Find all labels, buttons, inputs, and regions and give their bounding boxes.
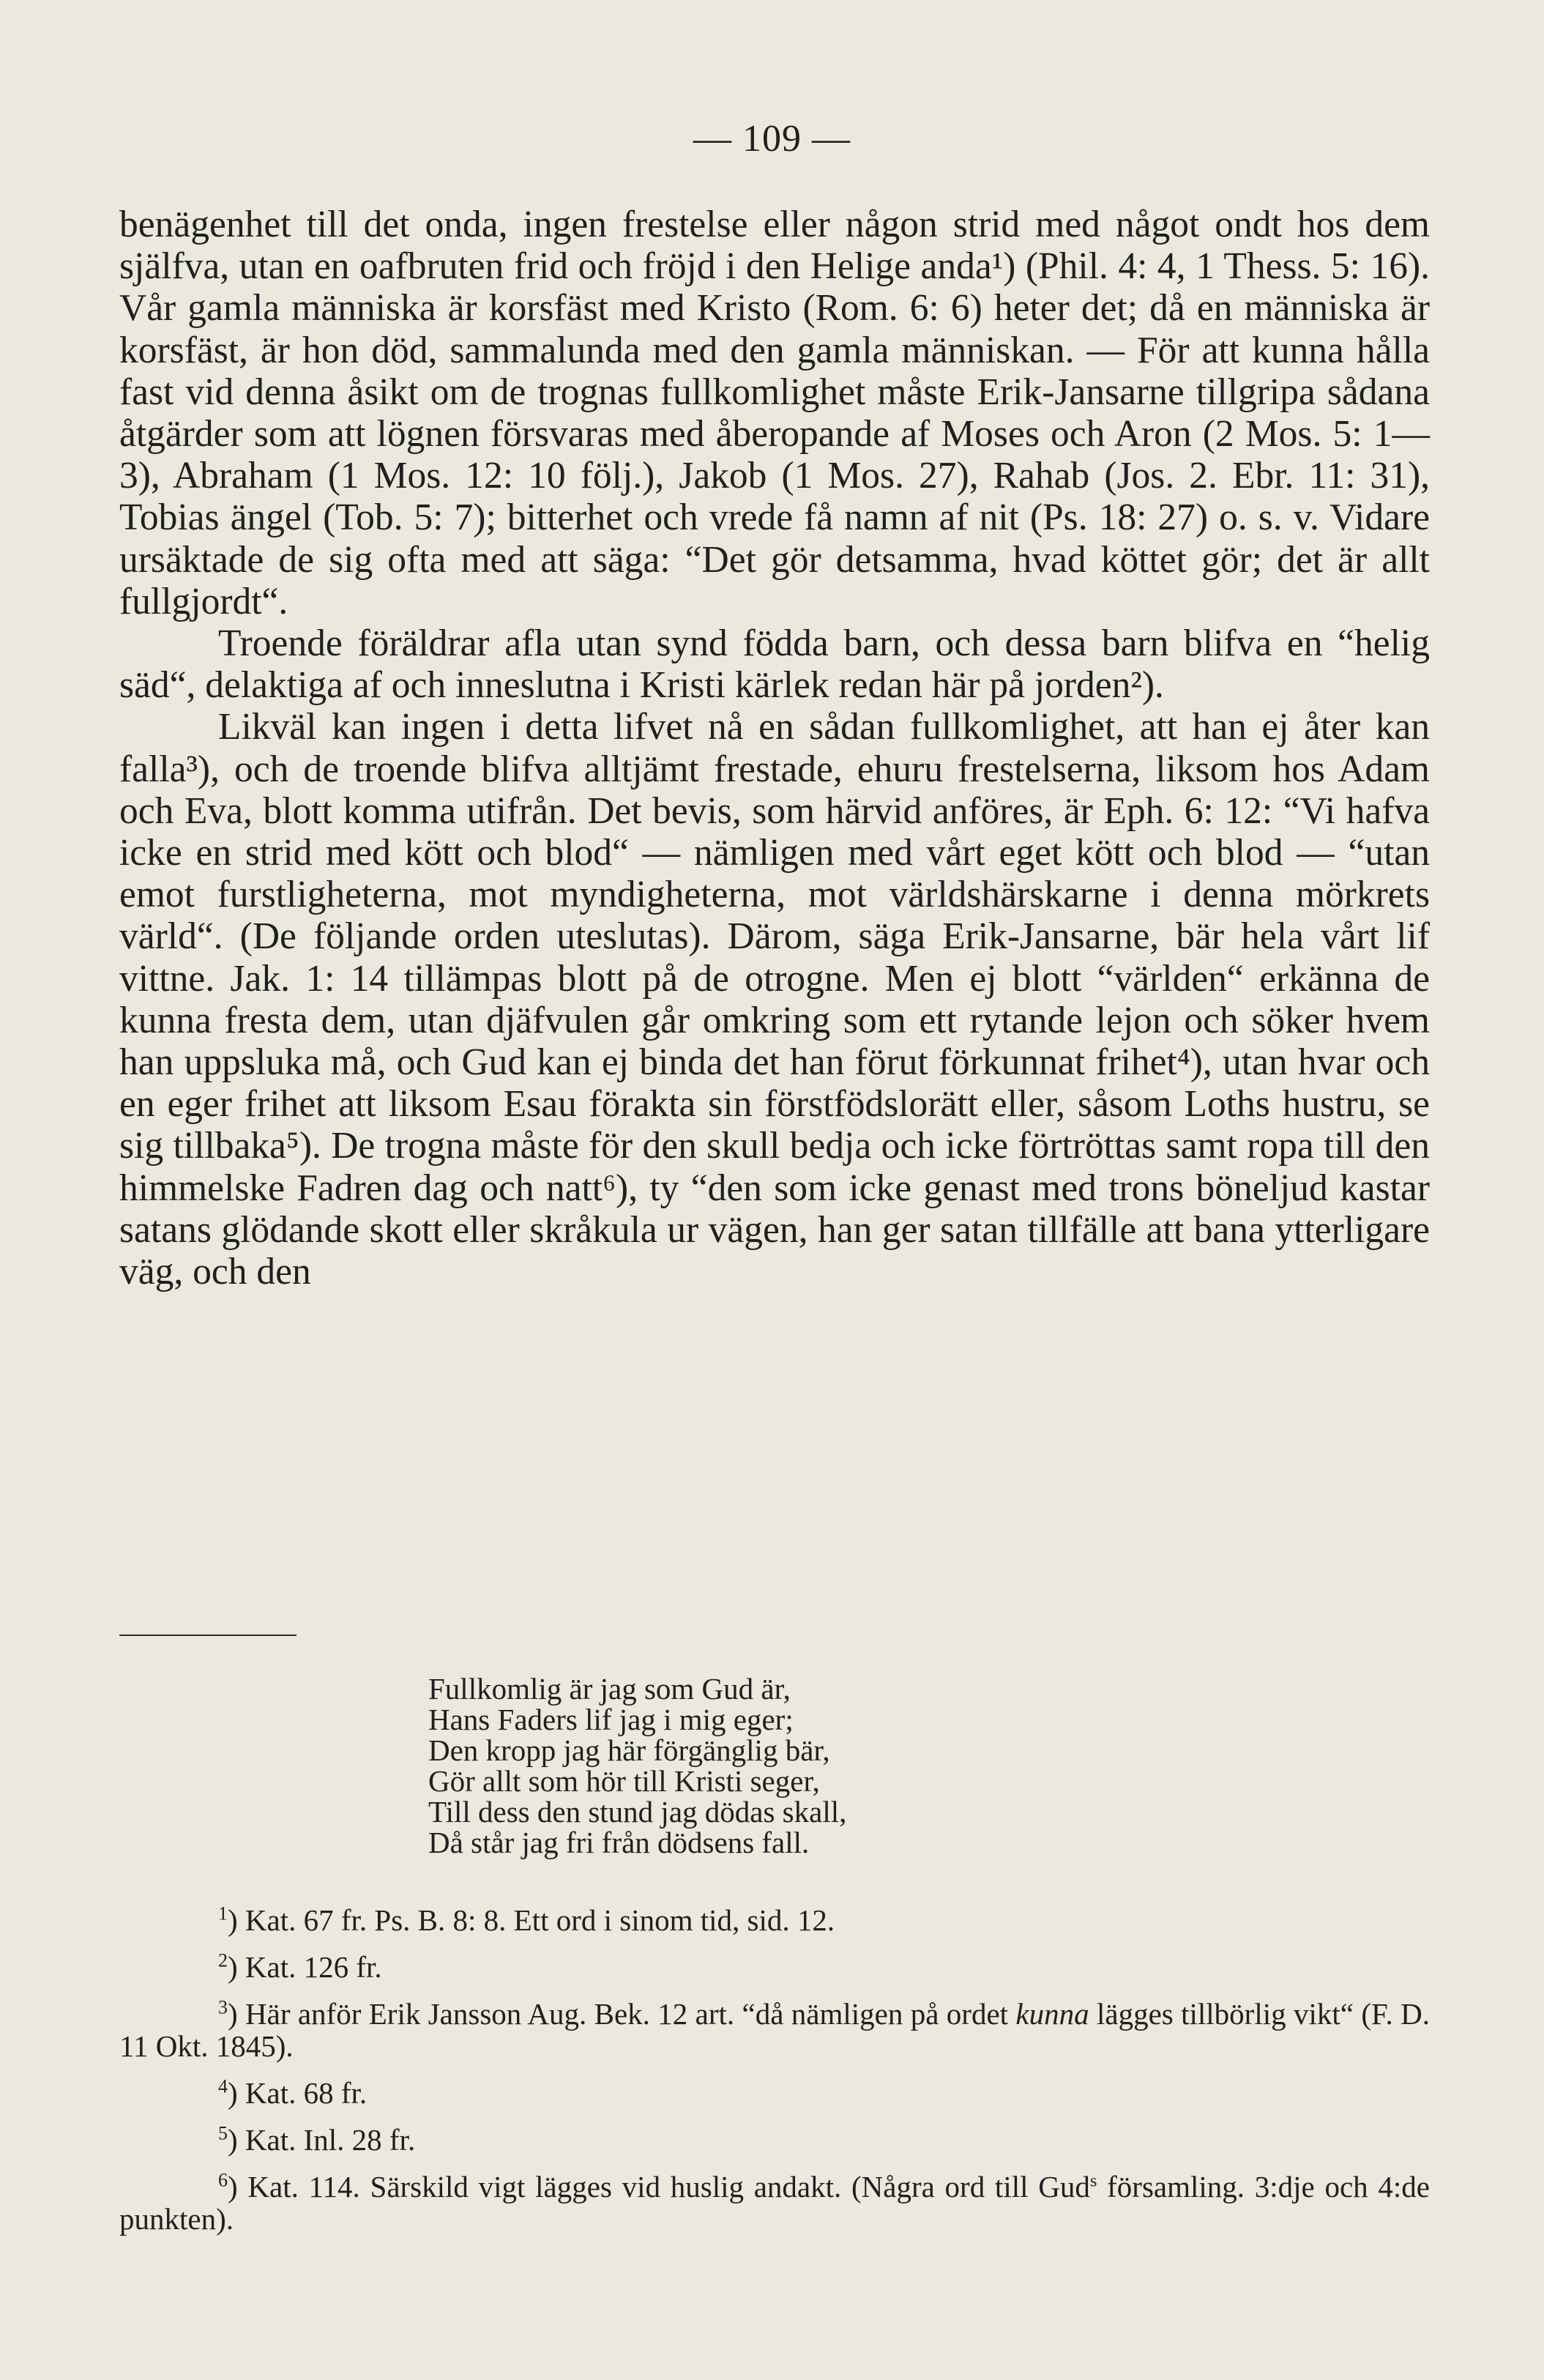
footnote-marker-paren: ) bbox=[228, 1950, 245, 1984]
paragraph: Troende föräldrar afla utan synd födda barn, och dessa barn blifva en “helig säd“, delaktiga af och inneslutna i Kristi kärlek redan här på jorden²). bbox=[119, 622, 1430, 707]
footnote bbox=[119, 1998, 1430, 2062]
footnote-marker-paren: ) bbox=[228, 1903, 245, 1937]
footnote-marker: 6 bbox=[218, 2169, 228, 2191]
verse-line: Den kropp jag här förgänglig bär, bbox=[428, 1733, 830, 1767]
paragraph: Likväl kan ingen i detta lifvet nå en sådan fullkomlighet, att han ej åter kan falla³), och de troende blifva alltjämt frestade, ehuru frestelserna, liksom hos Adam och Eva, blott komma utifrån. Det bevis, som härvid anföres, är Eph. 6: 12: “Vi hafva icke en strid med kött och blod“ — nämligen med vårt eget kött och blod — “utan emot furstligheterna, mot myndigheterna, mot världshärskarne i denna mörkrets värld“. (De följande orden uteslutas). Därom, säga Erik-Jansarne, bär hela vårt lif vittne. Jak. 1: 14 tillämpas blott på de otrogne. Men ej blott “världen“ erkänna de kunna fresta dem, utan djäfvulen går omkring som ett rytande lejon och söker hvem han uppsluka må, och Gud kan ej binda det han förut förkunnat frihet⁴), utan hvar och en eger frihet att liksom Esau förakta sin förstfödslorätt eller, såsom Loths hustru, se sig tillbaka⁵). De trogna måste för den skull bedja och icke förtröttas samt ropa till den himmelske Fadren dag och natt⁶), ty “den som icke genast med trons böneljud kastar satans glödande skott eller skråkula ur vägen, han ger satan tillfälle att bana ytterligare väg, och den bbox=[119, 706, 1430, 1293]
footnote-italic-word: kunna bbox=[1015, 1997, 1089, 2031]
footnote-text: Kat. Inl. 28 fr. bbox=[245, 2123, 416, 2157]
verse-line: Gör allt som hör till Kristi seger, bbox=[428, 1764, 820, 1798]
footnote-text: lägges tillbörlig vikt“ (F. D. 11 Okt. 1845). bbox=[119, 1997, 1430, 2063]
verse-line: Till dess den stund jag dödas skall, bbox=[428, 1795, 847, 1829]
footnote-marker-paren: ) bbox=[228, 2170, 248, 2204]
verse-quotation bbox=[428, 1673, 1087, 1858]
footnote bbox=[119, 2124, 1430, 2156]
footnote bbox=[119, 1951, 1430, 1983]
footnote-text: Kat. 68 fr. bbox=[245, 2076, 368, 2110]
footnote-marker-paren: ) bbox=[228, 2123, 245, 2157]
footnote-superscript: s bbox=[1089, 2171, 1097, 2191]
main-text bbox=[119, 204, 1430, 1293]
footnote-text: församling. 3:dje och 4:de punkten). bbox=[119, 2170, 1430, 2236]
footnote-text: Här anför Erik Jansson Aug. Bek. 12 art. “då nämligen på ordet bbox=[245, 1997, 1016, 2031]
footnotes bbox=[119, 1904, 1430, 2250]
verse-line: Fullkomlig är jag som Gud är, bbox=[428, 1672, 791, 1706]
footnote-marker: 5 bbox=[218, 2122, 228, 2144]
verse-line: Hans Faders lif jag i mig eger; bbox=[428, 1703, 794, 1736]
paragraph: benägenhet till det onda, ingen frestelse eller någon strid med något ondt hos dem själfva, utan en oafbruten frid och fröjd i den Helige anda¹) (Phil. 4: 4, 1 Thess. 5: 16). Vår gamla människa är korsfäst med Kristo (Rom. 6: 6) heter det; då en människa är korsfäst, är hon död, sammalunda med den gamla människan. — För att kunna hålla fast vid denna åsikt om de trognas fullkomlighet måste Erik-Jansarne tillgripa sådana åtgärder som att lögnen försvaras med åberopande af Moses och Aron (2 Mos. 5: 1—3), Abraham (1 Mos. 12: 10 följ.), Jakob (1 Mos. 27), Rahab (Jos. 2. Ebr. 11: 31), Tobias ängel (Tob. 5: 7); bitterhet och vrede få namn af nit (Ps. 18: 27) o. s. v. Vidare ursäktade de sig ofta med att säga: “Det gör detsamma, hvad köttet gör; det är allt fullgjordt“. bbox=[119, 204, 1430, 622]
footnote bbox=[119, 2171, 1430, 2235]
footnote-marker-paren: ) bbox=[228, 1997, 246, 2031]
footnote-text: Kat. 114. Särskild vigt lägges vid huslig andakt. (Några ord till Gud bbox=[247, 2170, 1090, 2204]
footnote-marker-paren: ) bbox=[228, 2076, 245, 2110]
footnote bbox=[119, 1904, 1430, 1936]
footnote bbox=[119, 2077, 1430, 2109]
footnote-marker: 3 bbox=[218, 1996, 228, 2018]
verse-line: Då står jag fri från dödsens fall. bbox=[428, 1826, 810, 1859]
footnote-divider bbox=[119, 1635, 297, 1636]
footnote-text: Kat. 67 fr. Ps. B. 8: 8. Ett ord i sinom tid, sid. 12. bbox=[245, 1903, 835, 1937]
footnote-marker: 1 bbox=[218, 1903, 228, 1925]
footnote-marker: 2 bbox=[218, 1949, 228, 1971]
footnote-marker: 4 bbox=[218, 2075, 228, 2097]
page-number: — 109 — bbox=[693, 118, 851, 160]
footnote-text: Kat. 126 fr. bbox=[245, 1950, 382, 1984]
